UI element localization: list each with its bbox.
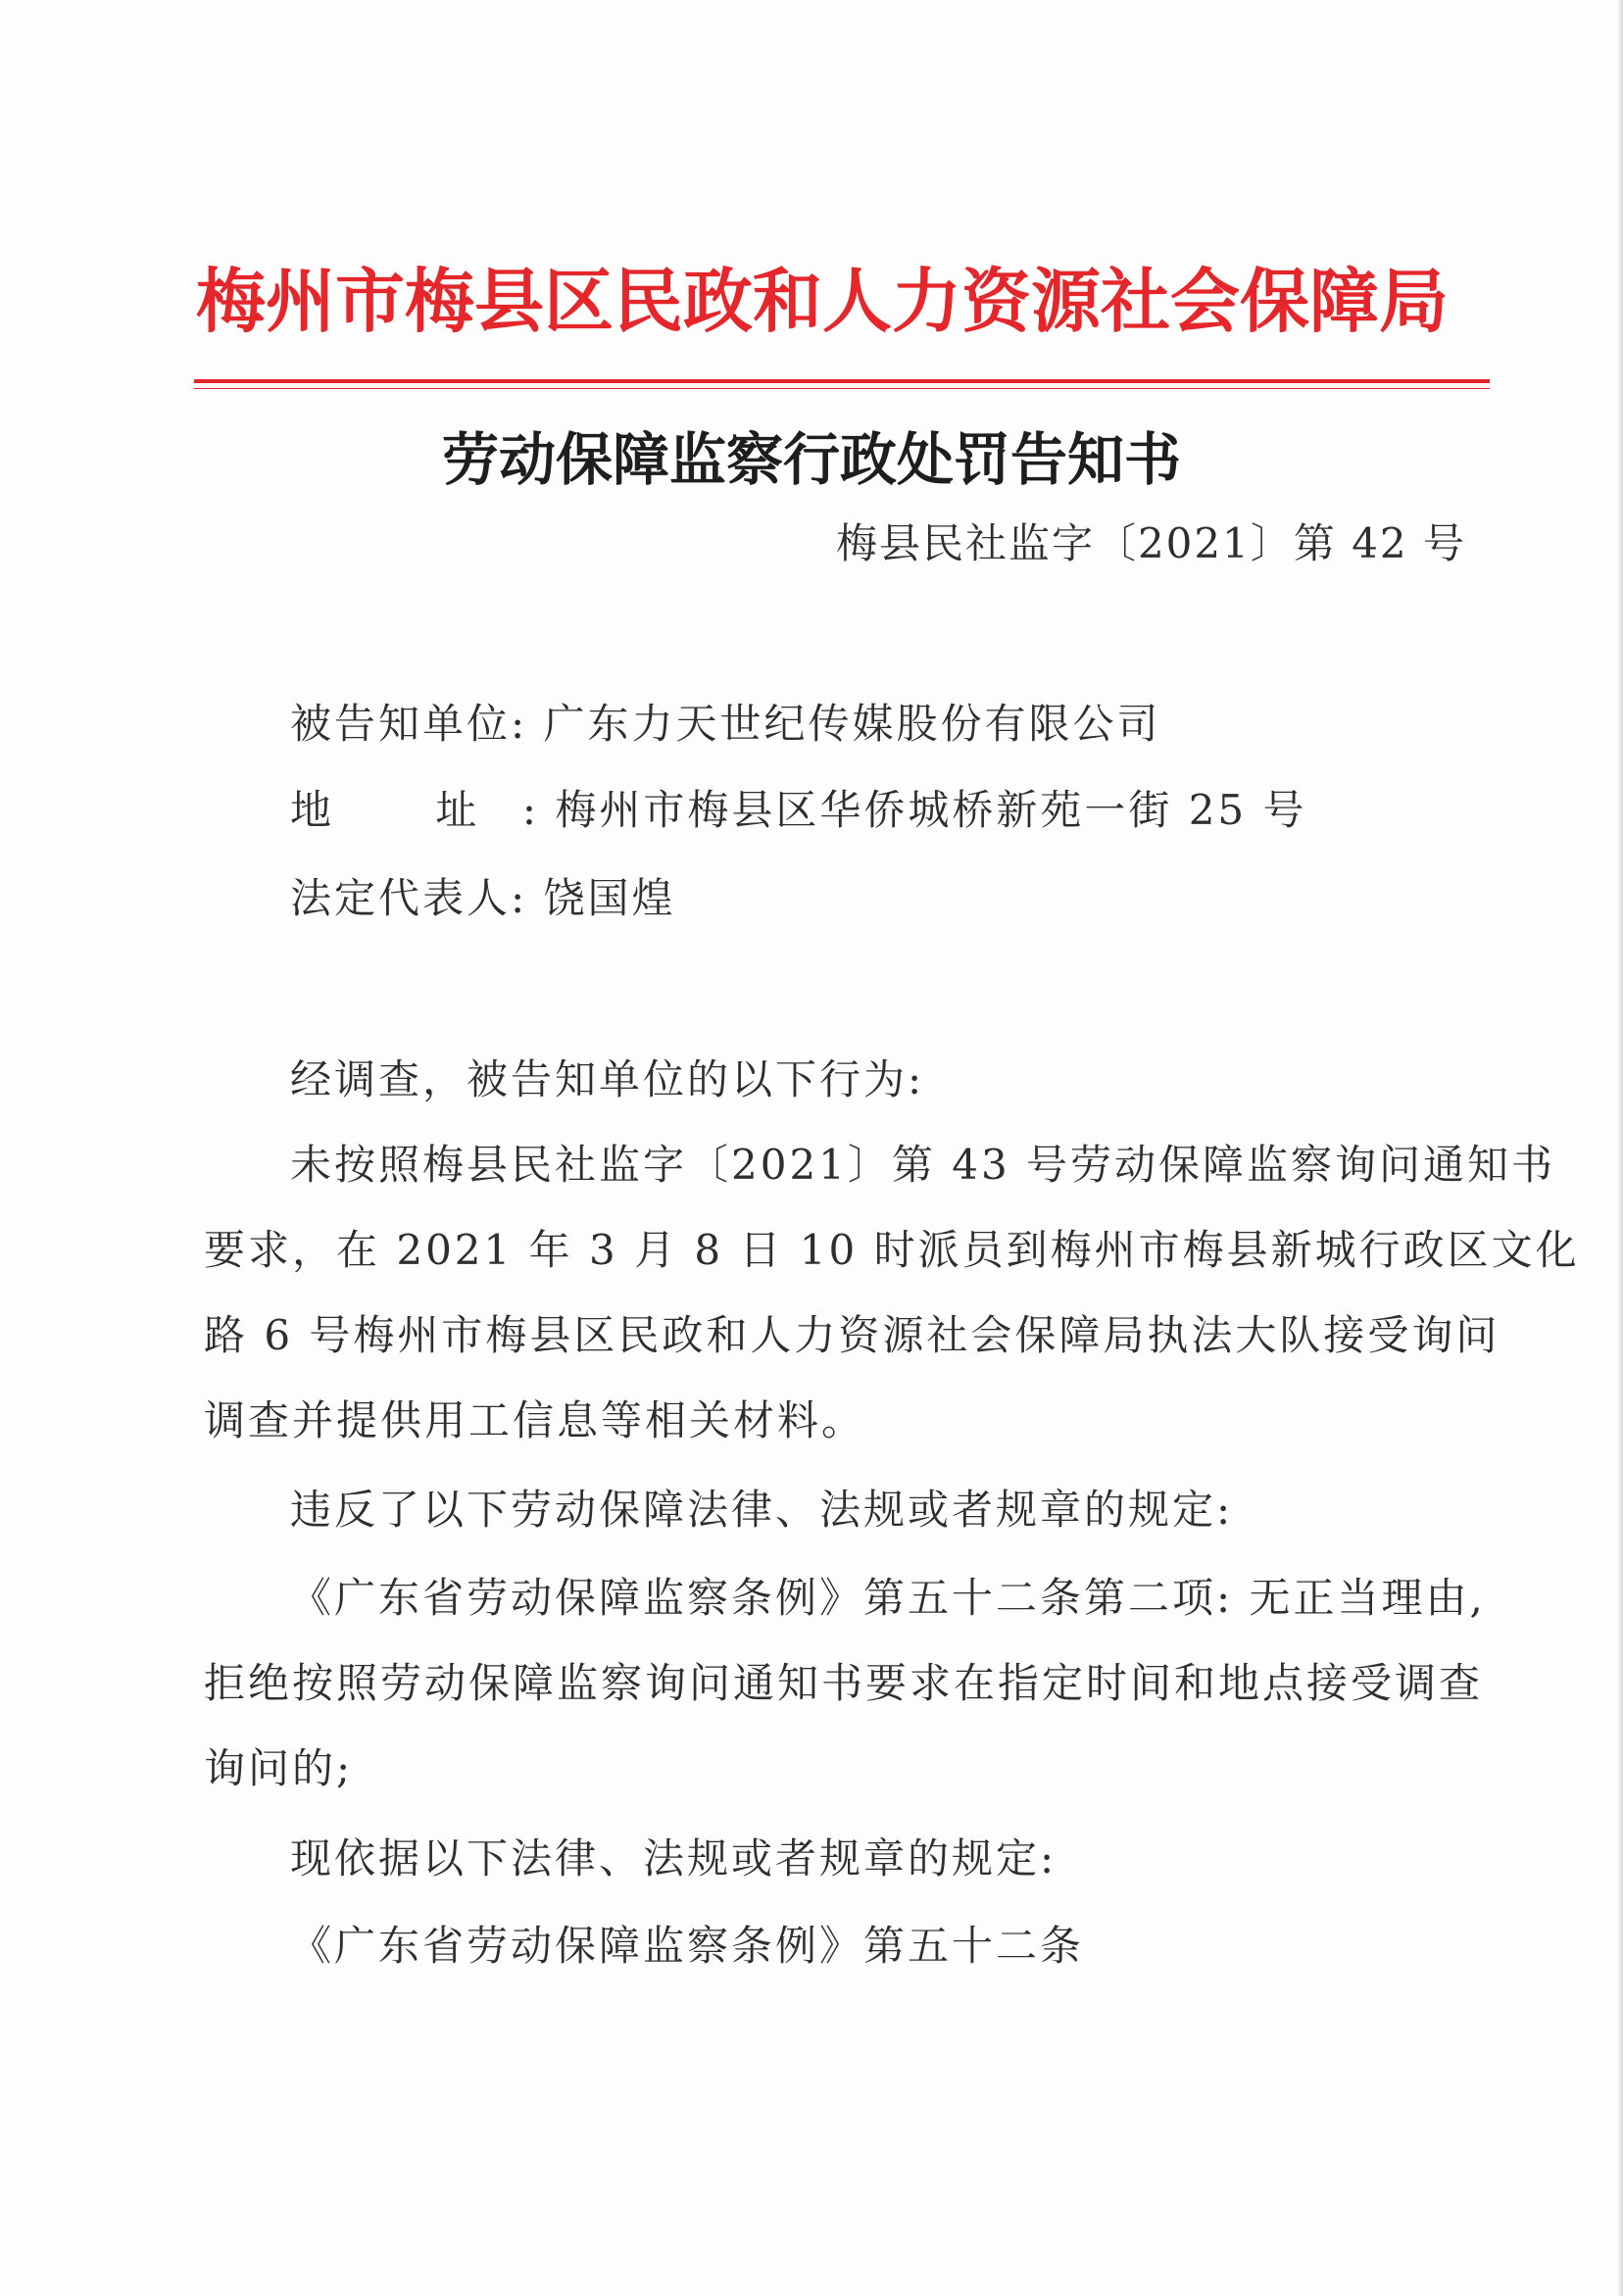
recipient-representative-label: 法定代表人:: [290, 874, 528, 922]
body-line-10: 现依据以下法律、法规或者规章的规定:: [290, 1834, 1057, 1882]
body-line-1: 经调查，被告知单位的以下行为:: [290, 1055, 925, 1103]
recipient-address-label: [290, 786, 539, 834]
body-line-9: 询问的;: [204, 1744, 354, 1792]
address-label-start: 地: [290, 786, 377, 834]
recipient-unit-row: [290, 700, 1161, 748]
body-line-6: 违反了以下劳动保障法律、法规或者规章的规定:: [290, 1486, 1234, 1534]
body-line-8: 拒绝按照劳动保障监察询问通知书要求在指定时间和地点接受调查: [204, 1659, 1484, 1707]
body-line-4: 路 6 号梅州市梅县区民政和人力资源社会保障局执法大队接受询问: [204, 1311, 1500, 1359]
body-line-2: 未按照梅县民社监字〔2021〕第 43 号劳动保障监察询问通知书: [290, 1141, 1556, 1189]
body-line-5: 调查并提供用工信息等相关材料。: [204, 1396, 866, 1444]
body-line-11: 《广东省劳动保障监察条例》第五十二条: [290, 1922, 1085, 1970]
recipient-unit-label: 被告知单位:: [290, 700, 528, 748]
recipient-unit-value: 广东力天世纪传媒股份有限公司: [543, 700, 1161, 748]
address-label-end: 址:: [435, 786, 539, 834]
recipient-address-value: 梅州市梅县区华侨城桥新苑一街 25 号: [555, 786, 1307, 834]
letterhead-red-rule: [194, 379, 1490, 383]
document-number: 梅县民社监字〔2021〕第 42 号: [835, 519, 1466, 567]
page-edge-shadow: [1617, 0, 1623, 2296]
recipient-representative-value: 饶国煌: [543, 874, 676, 922]
recipient-address-row: [290, 786, 1307, 834]
recipient-representative-row: [290, 874, 676, 922]
letterhead-agency-name: 梅州市梅县区民政和人力资源社会保障局: [196, 260, 1450, 342]
letterhead-red-rule-thin: [194, 388, 1490, 389]
document-title: 劳动保障监察行政处罚告知书: [441, 426, 1181, 493]
body-line-3: 要求，在 2021 年 3 月 8 日 10 时派员到梅州市梅县新城行政区文化: [204, 1226, 1580, 1274]
body-line-7: 《广东省劳动保障监察条例》第五十二条第二项: 无正当理由,: [290, 1574, 1486, 1622]
